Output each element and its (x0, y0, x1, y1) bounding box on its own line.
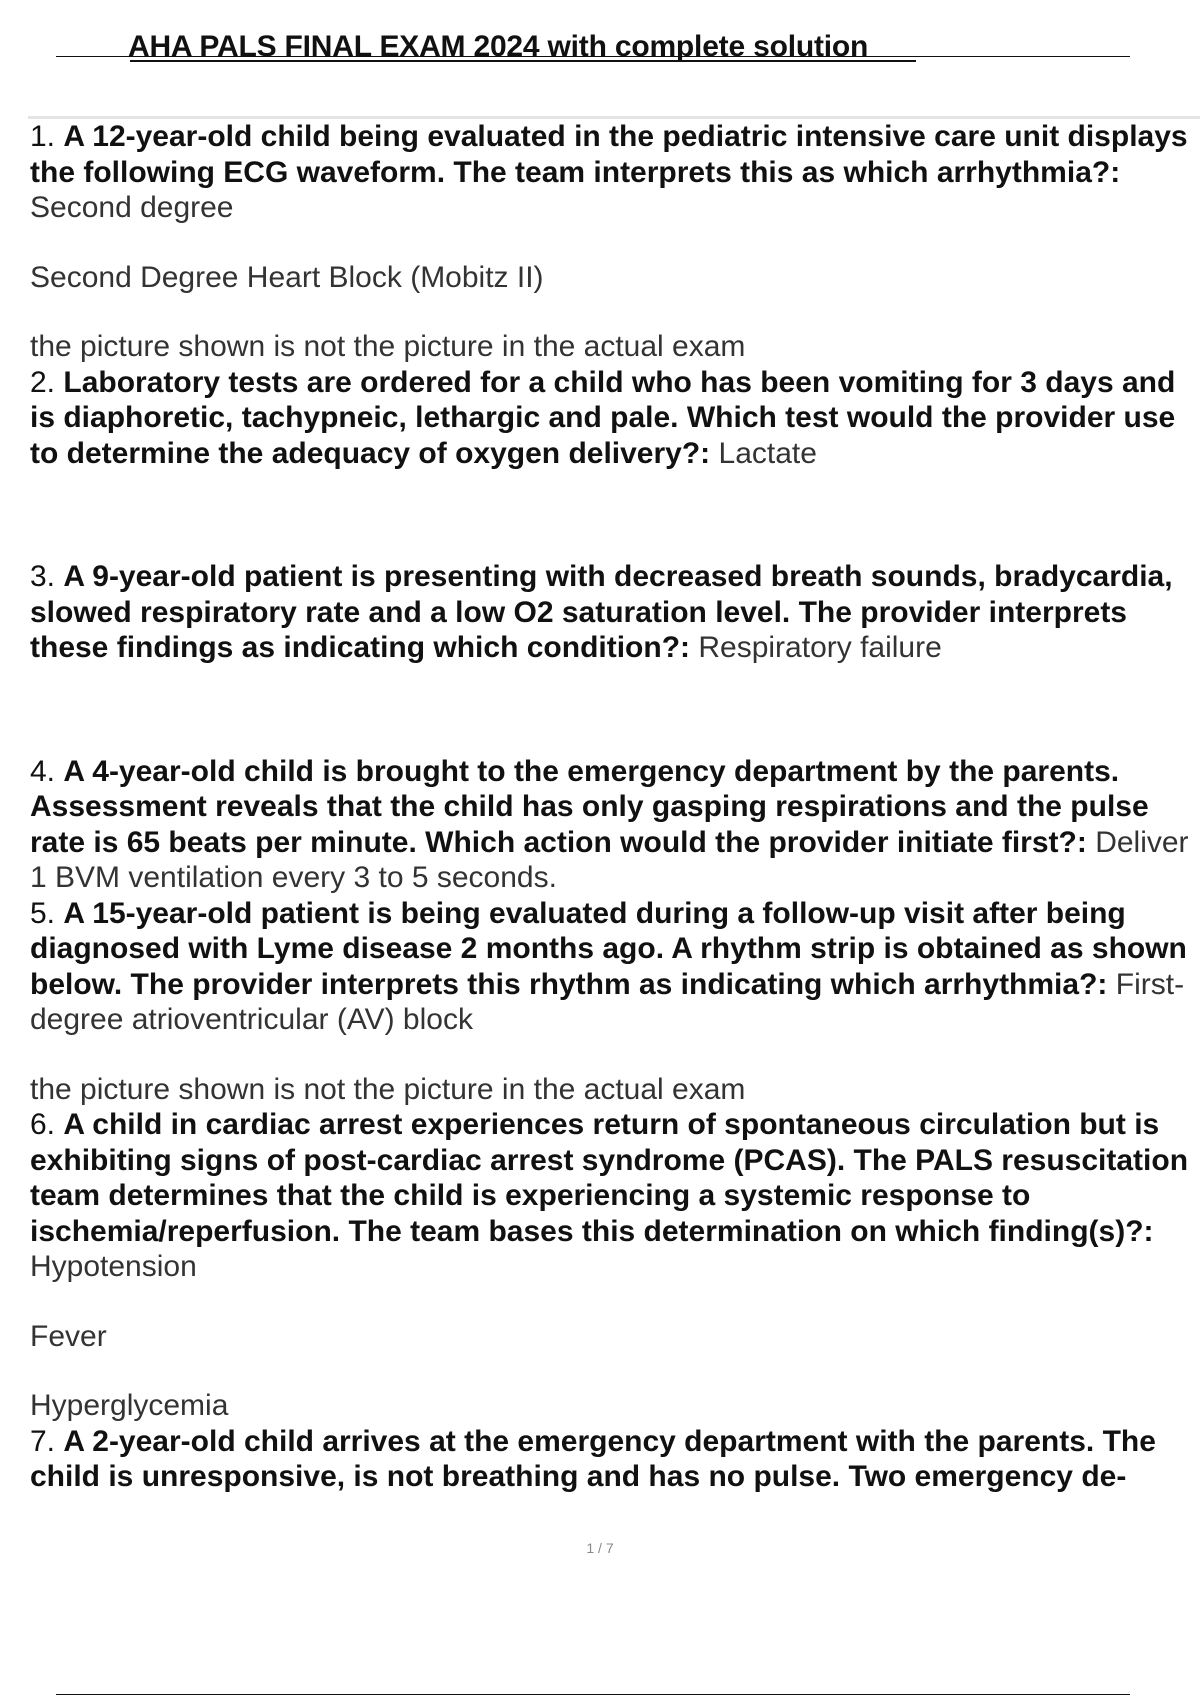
question-item (30, 1107, 1200, 1285)
question-number: 5. (30, 896, 56, 930)
question-text: A 4-year-old child is brought to the emergency department by the parents. Assessment reveals that the child has only gasping respirations and the pulse rate is 65 beats per minute. Which action would the provider initiate first?: (30, 754, 1149, 859)
footer-rule (56, 1694, 1130, 1695)
question-item (30, 559, 1200, 666)
question-number: 7. (30, 1424, 56, 1458)
question-text: A 9-year-old patient is presenting with decreased breath sounds, bradycardia, slowed respiratory rate and a low O2 saturation level. The provider interprets these findings as indicating which condition?: (30, 560, 1173, 664)
answer-text: Deliver 1 BVM ventilation every 3 to 5 seconds. (30, 825, 1189, 894)
question-number: 6. (30, 1108, 56, 1141)
question-item (30, 1424, 1200, 1495)
answer-note: Hyperglycemia (30, 1389, 229, 1422)
answer-note: Fever (30, 1319, 107, 1353)
question-number: 3. (30, 560, 56, 593)
answer-text: Lactate (718, 436, 817, 470)
answer-text: Second degree (30, 191, 234, 224)
question-item (30, 896, 1200, 1038)
answer-note: the picture shown is not the picture in the actual exam (30, 1072, 746, 1106)
question-text: A 15-year-old patient is being evaluated during a follow-up visit after being diagnosed with Lyme disease 2 months ago. A rhythm strip is obtained as shown below. The provider interprets this rhythm as indicating which arrhythmia?: (30, 896, 1187, 1001)
document-title: AHA PALS FINAL EXAM 2024 with complete solution (128, 30, 869, 63)
question-text: A 2-year-old child arrives at the emergency department with the parents. The child is unresponsive, is not breathing and has no pulse. Two emergency de- (30, 1424, 1156, 1493)
answer-text: Respiratory failure (698, 631, 942, 664)
answer-note: Second Degree Heart Block (Mobitz II) (30, 260, 544, 294)
question-number: 2. (30, 365, 56, 399)
question-text: Laboratory tests are ordered for a child who has been vomiting for 3 days and is diaphoretic, tachypneic, lethargic and pale. Which test would the provider use to determine the adequacy of oxygen delivery?: (30, 365, 1176, 470)
answer-text: First-degree atrioventricular (AV) block (30, 967, 1185, 1036)
question-text: A child in cardiac arrest experiences return of spontaneous circulation but is exhibiting signs of post-cardiac arrest syndrome (PCAS). The PALS resuscitation team determines that the child is experiencing a systemic response to ischemia/reperfusion. The team bases this determination on which finding(s)?: (30, 1108, 1189, 1248)
page-indicator: 1 / 7 (586, 1540, 614, 1556)
question-item (30, 754, 1200, 896)
question-list (30, 119, 1200, 1495)
question-number: 1. (30, 120, 56, 153)
question-number: 4. (30, 754, 56, 788)
question-item (30, 119, 1200, 226)
question-item (30, 365, 1200, 472)
answer-note: the picture shown is not the picture in the actual exam (30, 330, 746, 363)
title-strike-line (130, 60, 916, 62)
answer-text: Hypotension (30, 1250, 197, 1283)
question-text: A 12-year-old child being evaluated in the pediatric intensive care unit displays the following ECG waveform. The team interprets this as which arrhythmia?: (30, 120, 1188, 189)
